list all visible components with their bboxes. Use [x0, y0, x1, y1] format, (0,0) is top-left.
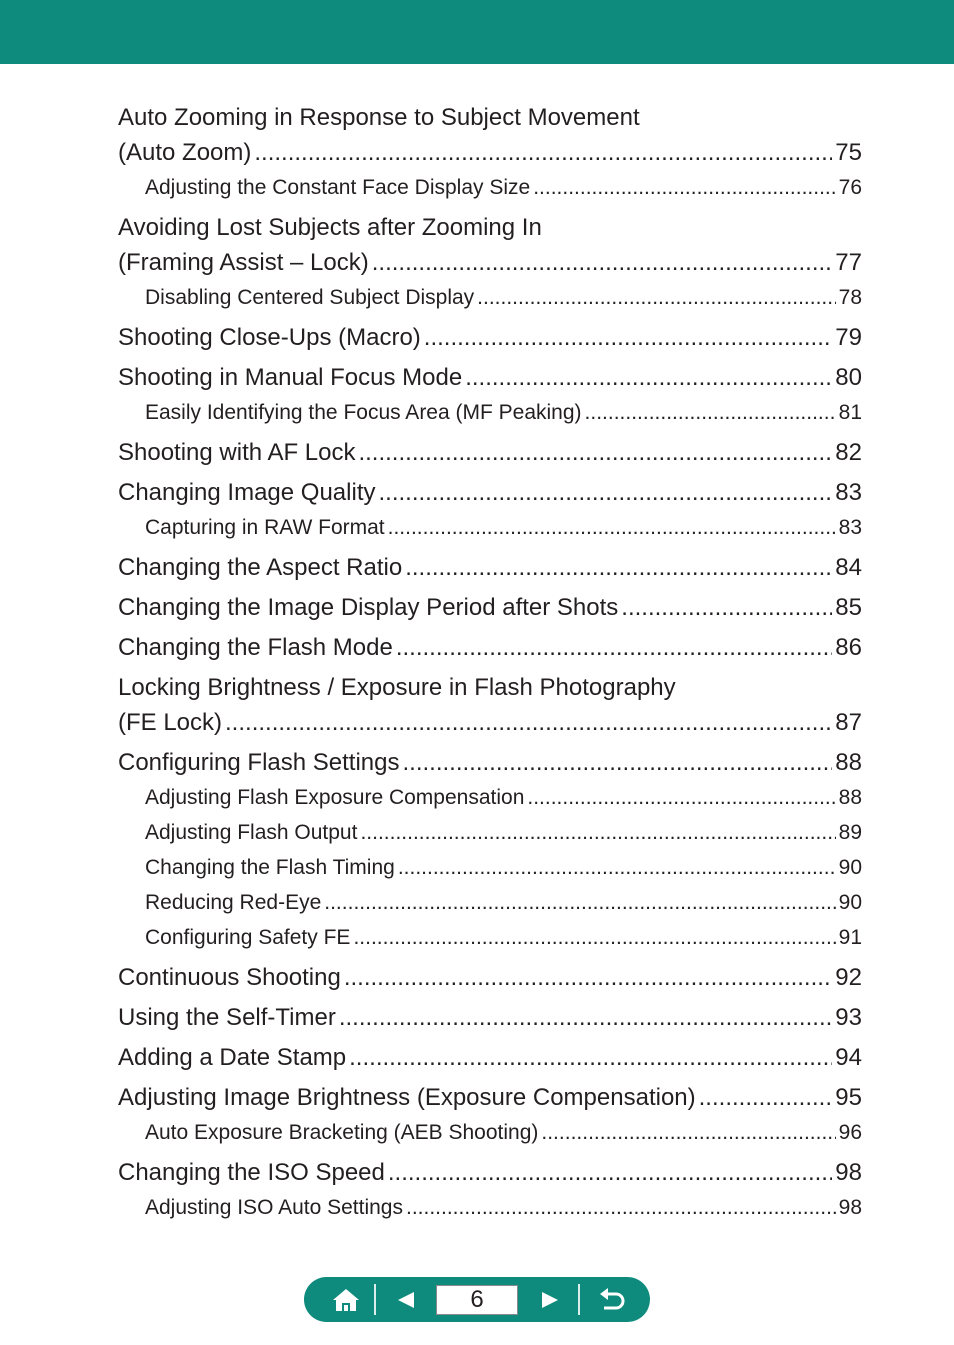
dot-leader — [225, 705, 832, 740]
toc-heading-line[interactable] — [118, 210, 862, 245]
toc-entry[interactable] — [118, 135, 862, 170]
dot-leader — [254, 135, 832, 170]
toc-entry-title: Auto Zooming in Response to Subject Movement — [118, 104, 640, 131]
toc-page-number: 75 — [835, 139, 862, 166]
toc-page-number: 81 — [838, 401, 862, 424]
toc-heading-line[interactable] — [118, 670, 862, 705]
dot-leader — [344, 960, 832, 995]
toc-entry-title: Configuring Safety FE — [145, 926, 351, 949]
toc-entry-title: Configuring Flash Settings — [118, 749, 400, 776]
dot-leader — [353, 920, 835, 955]
toc-page-number: 98 — [835, 1159, 862, 1186]
toc-entry[interactable] — [118, 475, 862, 510]
toc-entry-title: Capturing in RAW Format — [145, 516, 385, 539]
toc-page-number: 89 — [838, 821, 862, 844]
toc-page-number: 79 — [835, 324, 862, 351]
toc-entry-title: Adjusting Flash Exposure Compensation — [145, 786, 525, 809]
header-bar — [0, 0, 954, 64]
toc-page-number: 82 — [835, 439, 862, 466]
dot-leader — [585, 395, 836, 430]
return-icon — [598, 1288, 626, 1312]
toc-entry-title: (Framing Assist – Lock) — [118, 249, 369, 276]
toc-page-number: 78 — [838, 286, 862, 309]
toc-subentry[interactable] — [118, 280, 862, 315]
toc-entry-title: (FE Lock) — [118, 709, 223, 736]
toc-subentry[interactable] — [118, 510, 862, 545]
dot-leader — [405, 550, 832, 585]
dot-leader — [406, 1190, 836, 1225]
toc-heading-line[interactable] — [118, 100, 862, 135]
toc-subentry[interactable] — [118, 850, 862, 885]
toc-page-number: 86 — [835, 634, 862, 661]
toc-page-number: 76 — [838, 176, 862, 199]
toc-subentry[interactable] — [118, 815, 862, 850]
dot-leader — [396, 630, 832, 665]
dot-leader — [372, 245, 833, 280]
table-of-contents — [118, 100, 862, 1225]
previous-page-icon — [396, 1290, 416, 1310]
dot-leader — [424, 320, 833, 355]
toc-subentry[interactable] — [118, 395, 862, 430]
toc-page-number: 85 — [835, 594, 862, 621]
toc-subentry[interactable] — [118, 1115, 862, 1150]
home-button[interactable] — [322, 1277, 370, 1322]
toc-page-number: 91 — [838, 926, 862, 949]
toc-entry-title: Adjusting ISO Auto Settings — [145, 1196, 403, 1219]
toc-page-number: 84 — [835, 554, 862, 581]
return-button[interactable] — [588, 1277, 636, 1322]
dot-leader — [699, 1080, 833, 1115]
next-page-button[interactable] — [526, 1277, 574, 1322]
toc-page-number: 88 — [838, 786, 862, 809]
dot-leader — [533, 170, 835, 205]
dot-leader — [360, 815, 835, 850]
toc-entry-title: Shooting Close-Ups (Macro) — [118, 324, 421, 351]
toc-page-number: 90 — [838, 891, 862, 914]
toc-entry-title: Avoiding Lost Subjects after Zooming In — [118, 214, 542, 241]
toc-entry-title: Shooting in Manual Focus Mode — [118, 364, 463, 391]
toc-entry-title: Changing the ISO Speed — [118, 1159, 385, 1186]
dot-leader — [541, 1115, 835, 1150]
toc-entry[interactable] — [118, 590, 862, 625]
toc-page-number: 95 — [835, 1084, 862, 1111]
dot-leader — [349, 1040, 832, 1075]
toc-page-number: 93 — [835, 1004, 862, 1031]
toc-page-number: 90 — [838, 856, 862, 879]
previous-page-button[interactable] — [382, 1277, 430, 1322]
nav-divider — [578, 1284, 580, 1315]
toc-entry-title: Changing the Flash Timing — [145, 856, 395, 879]
toc-entry-title: Changing the Aspect Ratio — [118, 554, 403, 581]
toc-page-number: 83 — [835, 479, 862, 506]
next-page-icon — [540, 1290, 560, 1310]
toc-entry[interactable] — [118, 1080, 862, 1115]
toc-entry-title: Using the Self-Timer — [118, 1004, 336, 1031]
toc-entry[interactable] — [118, 360, 862, 395]
toc-entry-title: Continuous Shooting — [118, 964, 341, 991]
toc-entry[interactable] — [118, 1000, 862, 1035]
toc-subentry[interactable] — [118, 885, 862, 920]
toc-entry[interactable] — [118, 1040, 862, 1075]
toc-entry-title: Locking Brightness / Exposure in Flash Photography — [118, 674, 676, 701]
dot-leader — [388, 1155, 832, 1190]
toc-entry[interactable] — [118, 705, 862, 740]
dot-leader — [388, 510, 836, 545]
toc-entry[interactable] — [118, 1155, 862, 1190]
toc-entry[interactable] — [118, 630, 862, 665]
toc-page-number: 94 — [835, 1044, 862, 1071]
toc-page-number: 98 — [838, 1196, 862, 1219]
dot-leader — [398, 850, 836, 885]
toc-entry-title: Disabling Centered Subject Display — [145, 286, 475, 309]
home-icon — [332, 1287, 360, 1313]
dot-leader — [402, 745, 832, 780]
dot-leader — [465, 360, 832, 395]
toc-subentry[interactable] — [118, 170, 862, 205]
toc-page-number: 88 — [835, 749, 862, 776]
dot-leader — [527, 780, 835, 815]
dot-leader — [339, 1000, 832, 1035]
toc-page-number: 80 — [835, 364, 862, 391]
toc-entry[interactable] — [118, 245, 862, 280]
toc-entry-title: Reducing Red-Eye — [145, 891, 322, 914]
toc-entry-title: Shooting with AF Lock — [118, 439, 356, 466]
dot-leader — [358, 435, 832, 470]
toc-entry-title: Changing the Flash Mode — [118, 634, 393, 661]
toc-subentry[interactable] — [118, 1190, 862, 1225]
toc-page-number: 96 — [838, 1121, 862, 1144]
toc-entry-title: Changing Image Quality — [118, 479, 376, 506]
toc-entry-title: Adjusting Image Brightness (Exposure Compensation) — [118, 1084, 696, 1111]
toc-entry-title: Auto Exposure Bracketing (AEB Shooting) — [145, 1121, 539, 1144]
page-number-field[interactable]: 6 — [436, 1285, 518, 1315]
toc-entry[interactable] — [118, 960, 862, 995]
toc-page-number: 83 — [838, 516, 862, 539]
toc-entry-title: Adjusting the Constant Face Display Size — [145, 176, 531, 199]
dot-leader — [324, 885, 835, 920]
toc-entry[interactable] — [118, 745, 862, 780]
toc-entry[interactable] — [118, 435, 862, 470]
toc-entry[interactable] — [118, 550, 862, 585]
toc-entry-title: Adding a Date Stamp — [118, 1044, 347, 1071]
toc-entry[interactable] — [118, 320, 862, 355]
toc-page-number: 77 — [835, 249, 862, 276]
toc-entry-title: Easily Identifying the Focus Area (MF Peaking) — [145, 401, 582, 424]
toc-subentry[interactable] — [118, 780, 862, 815]
toc-page-number: 92 — [835, 964, 862, 991]
dot-leader — [378, 475, 832, 510]
nav-divider — [374, 1284, 376, 1315]
toc-page-number: 87 — [835, 709, 862, 736]
toc-subentry[interactable] — [118, 920, 862, 955]
dot-leader — [477, 280, 835, 315]
toc-entry-title: Adjusting Flash Output — [145, 821, 358, 844]
toc-entry-title: Changing the Image Display Period after Shots — [118, 594, 619, 621]
toc-entry-title: (Auto Zoom) — [118, 139, 252, 166]
dot-leader — [621, 590, 832, 625]
